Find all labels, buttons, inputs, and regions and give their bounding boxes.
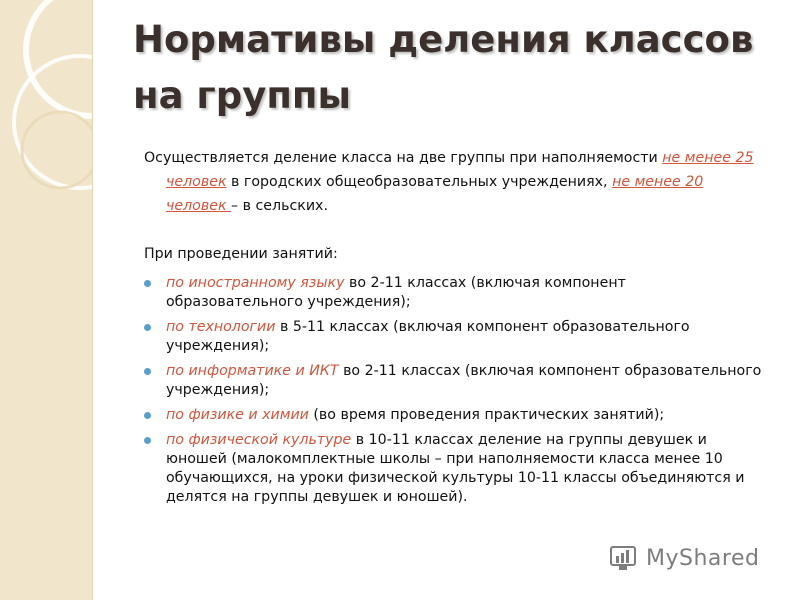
slide-content [144,146,764,513]
list-item-emphasis: по физической культуре [166,432,352,448]
paragraph-lessons-intro: При проведении занятий: [144,246,338,262]
list-item-emphasis: по физике и химии [166,407,309,423]
list-item-text: в 10-11 классах деление на группы девушек и юношей (малокомплектные школы – при наполняемости класса менее 10 обучающихся, на уроки физической культуры 10-11 классы объединяются и делятся на группы девушек и юношей). [166,432,745,505]
paragraph-text-start: Осуществляется деление класса на две группы при наполняемости [144,150,663,166]
list-item-emphasis: по информатике и ИКТ [166,363,339,379]
list-item-informatics [144,362,764,400]
rural-threshold-link[interactable]: не менее 20 человек [166,174,704,214]
slide-title: Нормативы деления классов на группы [133,18,754,117]
decorative-side-band [0,0,93,600]
list-item-physical-education [144,431,764,507]
list-item-emphasis: по технологии [166,319,276,335]
list-item-text: (во время проведения практических занятий); [308,407,665,423]
watermark [610,541,770,575]
paragraph-group-division [144,146,764,218]
list-item-foreign-language [144,274,764,312]
decorative-circles [0,0,92,600]
list-item-text: в 5-11 классах (включая компонент образовательного учреждения); [166,319,690,354]
urban-threshold-link[interactable]: не менее 25 человек [166,150,754,190]
paragraph-text-end: – в сельских. [231,198,328,214]
list-item-physics-chemistry [144,406,764,425]
watermark-text: MyShared [646,545,760,571]
paragraph-text-middle: в городских общеобразовательных учреждениях, [226,174,613,190]
subjects-list [144,274,764,507]
list-item-text: во 2-11 классах (включая компонент образовательного учреждения); [166,363,762,398]
list-item-emphasis: по иностранному языку [166,275,345,291]
list-item-text: во 2-11 классах (включая компонент образовательного учреждения); [166,275,626,310]
bar-chart-icon [610,544,640,572]
slide [92,0,800,600]
list-item-technology [144,318,764,356]
